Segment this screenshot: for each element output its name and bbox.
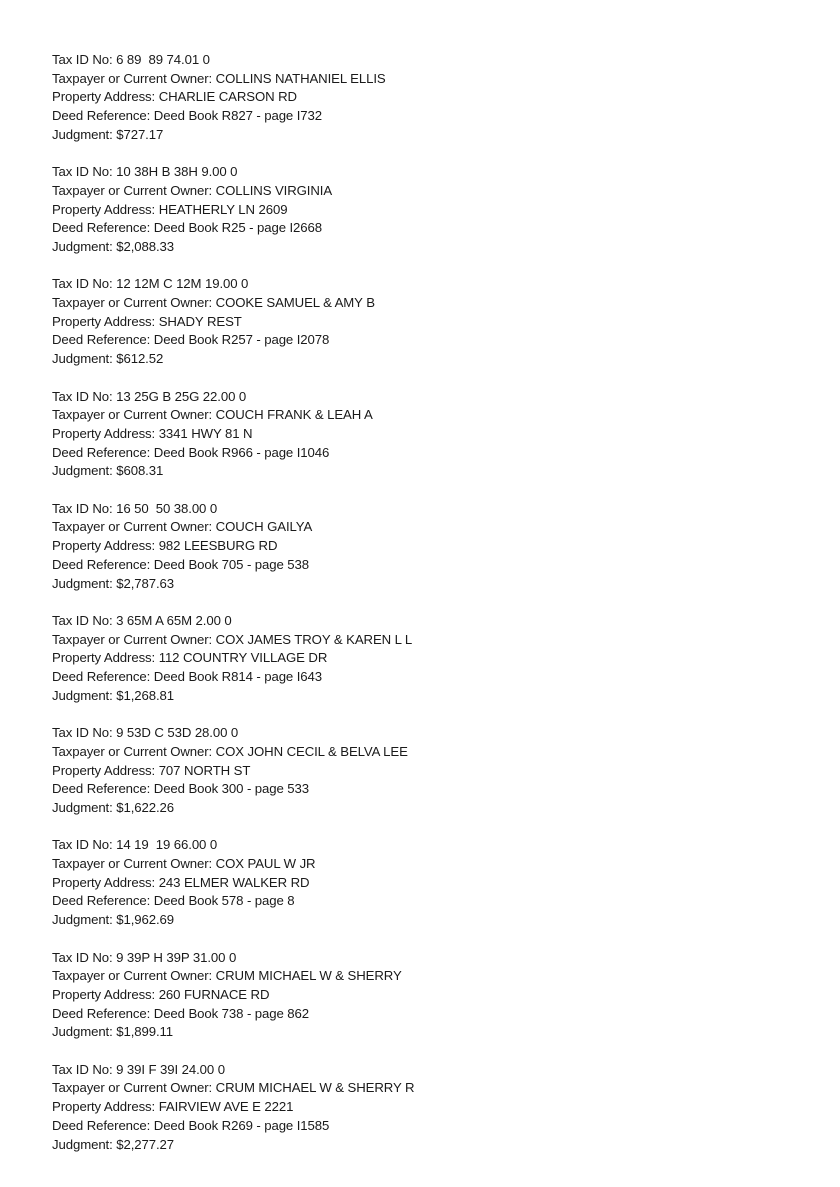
address-line bbox=[52, 762, 812, 781]
owner-line bbox=[52, 1079, 812, 1098]
tax-id-label: Tax ID No: bbox=[52, 276, 117, 292]
tax-record bbox=[52, 949, 812, 1061]
judgment-value: $612.52 bbox=[116, 351, 164, 367]
deed-label: Deed Reference: bbox=[52, 1005, 154, 1021]
deed-value: Deed Book 300 - page 533 bbox=[153, 781, 310, 797]
tax-id-line bbox=[52, 1061, 812, 1080]
tax-record bbox=[52, 163, 812, 275]
address-line bbox=[52, 874, 812, 893]
tax-id-line bbox=[52, 724, 812, 743]
tax-id-value: 6 89 89 74.01 0 bbox=[116, 52, 210, 67]
owner-label: Taxpayer or Current Owner: bbox=[52, 968, 216, 984]
deed-label: Deed Reference: bbox=[52, 556, 154, 572]
address-label: Property Address: bbox=[52, 986, 159, 1002]
deed-value: Deed Book R827 - page I732 bbox=[153, 108, 322, 124]
deed-label: Deed Reference: bbox=[52, 781, 154, 797]
deed-line bbox=[52, 668, 812, 687]
owner-value: CRUM MICHAEL W & SHERRY bbox=[215, 968, 402, 984]
tax-id-line bbox=[52, 949, 812, 968]
tax-record bbox=[52, 388, 812, 500]
deed-line bbox=[52, 780, 812, 799]
owner-line bbox=[52, 518, 812, 537]
judgment-label: Judgment: bbox=[52, 1024, 117, 1040]
judgment-value: $2,277.27 bbox=[116, 1136, 175, 1152]
owner-label: Taxpayer or Current Owner: bbox=[52, 182, 216, 198]
judgment-value: $1,899.11 bbox=[116, 1024, 174, 1040]
tax-id-line bbox=[52, 500, 812, 519]
tax-id-line bbox=[52, 388, 812, 407]
tax-id-value: 9 39P H 39P 31.00 0 bbox=[116, 949, 237, 965]
tax-id-value: 13 25G B 25G 22.00 0 bbox=[116, 388, 247, 404]
tax-record bbox=[52, 275, 812, 387]
address-value: 243 ELMER WALKER RD bbox=[158, 874, 310, 890]
deed-label: Deed Reference: bbox=[52, 893, 154, 909]
tax-record bbox=[52, 500, 812, 612]
owner-label: Taxpayer or Current Owner: bbox=[52, 743, 216, 759]
judgment-line bbox=[52, 687, 812, 706]
address-value: HEATHERLY LN 2609 bbox=[158, 201, 288, 217]
owner-line bbox=[52, 855, 812, 874]
owner-line bbox=[52, 631, 812, 650]
address-label: Property Address: bbox=[52, 874, 159, 890]
deed-value: Deed Book R269 - page I1585 bbox=[153, 1117, 330, 1133]
judgment-line bbox=[52, 126, 812, 145]
address-line bbox=[52, 986, 812, 1005]
tax-id-value: 14 19 19 66.00 0 bbox=[116, 837, 218, 853]
address-line bbox=[52, 425, 812, 444]
address-value: 260 FURNACE RD bbox=[158, 986, 270, 1002]
deed-label: Deed Reference: bbox=[52, 108, 154, 124]
deed-line bbox=[52, 219, 812, 238]
address-value: 3341 HWY 81 N bbox=[158, 425, 253, 441]
tax-id-line bbox=[52, 275, 812, 294]
judgment-line bbox=[52, 238, 812, 257]
deed-label: Deed Reference: bbox=[52, 332, 154, 348]
judgment-label: Judgment: bbox=[52, 799, 117, 815]
judgment-value: $727.17 bbox=[116, 126, 164, 142]
owner-line bbox=[52, 967, 812, 986]
owner-label: Taxpayer or Current Owner: bbox=[52, 295, 216, 311]
judgment-line bbox=[52, 575, 812, 594]
address-label: Property Address: bbox=[52, 425, 159, 441]
owner-line bbox=[52, 294, 812, 313]
deed-line bbox=[52, 892, 812, 911]
deed-value: Deed Book 578 - page 8 bbox=[153, 893, 295, 909]
tax-id-label: Tax ID No: bbox=[52, 837, 117, 853]
owner-value: COUCH FRANK & LEAH A bbox=[215, 407, 373, 423]
address-label: Property Address: bbox=[52, 650, 159, 666]
deed-line bbox=[52, 444, 812, 463]
tax-id-label: Tax ID No: bbox=[52, 725, 117, 741]
address-label: Property Address: bbox=[52, 762, 159, 778]
owner-value: COLLINS VIRGINIA bbox=[215, 182, 333, 198]
judgment-line bbox=[52, 1023, 812, 1042]
tax-id-value: 9 53D C 53D 28.00 0 bbox=[116, 725, 239, 741]
judgment-label: Judgment: bbox=[52, 912, 117, 928]
address-label: Property Address: bbox=[52, 201, 159, 217]
tax-id-value: 12 12M C 12M 19.00 0 bbox=[116, 276, 249, 292]
judgment-label: Judgment: bbox=[52, 463, 117, 479]
tax-id-value: 16 50 50 38.00 0 bbox=[116, 500, 218, 516]
judgment-label: Judgment: bbox=[52, 126, 117, 142]
judgment-line bbox=[52, 911, 812, 930]
deed-value: Deed Book 705 - page 538 bbox=[153, 556, 310, 572]
tax-id-label: Tax ID No: bbox=[52, 164, 117, 180]
address-line bbox=[52, 537, 812, 556]
owner-label: Taxpayer or Current Owner: bbox=[52, 519, 216, 535]
deed-value: Deed Book R25 - page I2668 bbox=[153, 220, 322, 236]
deed-label: Deed Reference: bbox=[52, 669, 154, 685]
owner-value: COX PAUL W JR bbox=[215, 856, 316, 872]
tax-id-label: Tax ID No: bbox=[52, 949, 117, 965]
address-value: CHARLIE CARSON RD bbox=[158, 89, 297, 105]
owner-value: COX JAMES TROY & KAREN L L bbox=[215, 631, 413, 647]
tax-record bbox=[52, 51, 812, 163]
address-value: 707 NORTH ST bbox=[158, 762, 251, 778]
owner-label: Taxpayer or Current Owner: bbox=[52, 407, 216, 423]
judgment-label: Judgment: bbox=[52, 1136, 117, 1152]
judgment-value: $2,088.33 bbox=[116, 239, 175, 254]
address-value: 982 LEESBURG RD bbox=[158, 538, 278, 554]
owner-line bbox=[52, 743, 812, 762]
judgment-label: Judgment: bbox=[52, 239, 117, 254]
owner-line bbox=[52, 70, 812, 89]
tax-id-label: Tax ID No: bbox=[52, 500, 117, 516]
address-value: 112 COUNTRY VILLAGE DR bbox=[158, 650, 328, 666]
address-label: Property Address: bbox=[52, 538, 159, 554]
deed-line bbox=[52, 1005, 812, 1024]
deed-value: Deed Book R257 - page I2078 bbox=[153, 332, 330, 348]
tax-id-label: Tax ID No: bbox=[52, 52, 117, 67]
judgment-value: $1,268.81 bbox=[116, 687, 175, 703]
tax-id-label: Tax ID No: bbox=[52, 388, 117, 404]
owner-label: Taxpayer or Current Owner: bbox=[52, 1080, 216, 1096]
owner-line bbox=[52, 182, 812, 201]
judgment-label: Judgment: bbox=[52, 687, 117, 703]
tax-record bbox=[52, 836, 812, 948]
owner-value: COLLINS NATHANIEL ELLIS bbox=[215, 70, 386, 86]
owner-label: Taxpayer or Current Owner: bbox=[52, 70, 216, 86]
owner-label: Taxpayer or Current Owner: bbox=[52, 856, 216, 872]
owner-value: COX JOHN CECIL & BELVA LEE bbox=[215, 743, 408, 759]
address-label: Property Address: bbox=[52, 313, 159, 329]
deed-label: Deed Reference: bbox=[52, 444, 154, 460]
owner-value: CRUM MICHAEL W & SHERRY R bbox=[215, 1080, 415, 1096]
tax-id-label: Tax ID No: bbox=[52, 1061, 117, 1077]
judgment-value: $2,787.63 bbox=[116, 575, 175, 591]
owner-label: Taxpayer or Current Owner: bbox=[52, 631, 216, 647]
tax-id-value: 9 39I F 39I 24.00 0 bbox=[116, 1061, 225, 1077]
tax-record bbox=[52, 612, 812, 724]
address-line bbox=[52, 201, 812, 220]
owner-line bbox=[52, 406, 812, 425]
deed-value: Deed Book 738 - page 862 bbox=[153, 1005, 310, 1021]
owner-value: COUCH GAILYA bbox=[215, 519, 313, 535]
deed-label: Deed Reference: bbox=[52, 220, 154, 236]
deed-line bbox=[52, 331, 812, 350]
judgment-value: $1,962.69 bbox=[116, 912, 175, 928]
address-label: Property Address: bbox=[52, 89, 159, 105]
deed-line bbox=[52, 1117, 812, 1136]
address-line bbox=[52, 88, 812, 107]
judgment-line bbox=[52, 799, 812, 818]
deed-line bbox=[52, 556, 812, 575]
tax-record bbox=[52, 1061, 812, 1173]
judgment-value: $1,622.26 bbox=[116, 799, 175, 815]
address-label: Property Address: bbox=[52, 1099, 159, 1115]
tax-id-label: Tax ID No: bbox=[52, 612, 117, 628]
owner-value: COOKE SAMUEL & AMY B bbox=[215, 295, 375, 311]
tax-id-line bbox=[52, 51, 812, 70]
deed-line bbox=[52, 107, 812, 126]
tax-record bbox=[52, 724, 812, 836]
address-value: SHADY REST bbox=[158, 313, 242, 329]
deed-value: Deed Book R966 - page I1046 bbox=[153, 444, 330, 460]
document-page bbox=[52, 51, 812, 1173]
judgment-value: $608.31 bbox=[116, 463, 164, 479]
tax-id-line bbox=[52, 836, 812, 855]
tax-id-value: 10 38H B 38H 9.00 0 bbox=[116, 164, 238, 180]
address-value: FAIRVIEW AVE E 2221 bbox=[158, 1099, 294, 1115]
deed-value: Deed Book R814 - page I643 bbox=[153, 669, 322, 685]
judgment-line bbox=[52, 462, 812, 481]
judgment-label: Judgment: bbox=[52, 575, 117, 591]
deed-label: Deed Reference: bbox=[52, 1117, 154, 1133]
tax-id-line bbox=[52, 612, 812, 631]
judgment-line bbox=[52, 350, 812, 369]
judgment-label: Judgment: bbox=[52, 351, 117, 367]
tax-id-value: 3 65M A 65M 2.00 0 bbox=[116, 612, 232, 628]
address-line bbox=[52, 649, 812, 668]
address-line bbox=[52, 313, 812, 332]
judgment-line bbox=[52, 1136, 812, 1155]
address-line bbox=[52, 1098, 812, 1117]
tax-id-line bbox=[52, 163, 812, 182]
